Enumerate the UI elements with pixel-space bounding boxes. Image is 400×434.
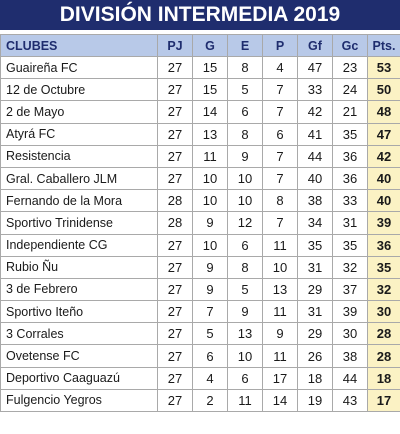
drawn-cell: 5 [228, 278, 263, 300]
table-row [1, 57, 400, 79]
goals-for-cell: 31 [298, 256, 333, 278]
club-name: Atyrá FC [1, 123, 158, 145]
played-cell: 28 [158, 212, 193, 234]
drawn-cell: 8 [228, 256, 263, 278]
played-cell: 27 [158, 323, 193, 345]
won-cell: 5 [193, 323, 228, 345]
points-cell: 35 [368, 256, 400, 278]
played-cell: 27 [158, 57, 193, 79]
table-row [1, 389, 400, 411]
lost-cell: 13 [263, 278, 298, 300]
table-row [1, 323, 400, 345]
table-row [1, 145, 400, 167]
lost-cell: 14 [263, 389, 298, 411]
goals-for-cell: 41 [298, 123, 333, 145]
table-row [1, 301, 400, 323]
header-lost: P [263, 35, 298, 57]
goals-against-cell: 30 [333, 323, 368, 345]
lost-cell: 7 [263, 79, 298, 101]
goals-for-cell: 34 [298, 212, 333, 234]
played-cell: 27 [158, 256, 193, 278]
drawn-cell: 5 [228, 79, 263, 101]
club-name: Fulgencio Yegros [1, 389, 158, 411]
played-cell: 27 [158, 301, 193, 323]
goals-against-cell: 31 [333, 212, 368, 234]
won-cell: 11 [193, 145, 228, 167]
points-cell: 48 [368, 101, 400, 123]
table-row [1, 234, 400, 256]
goals-against-cell: 23 [333, 57, 368, 79]
goals-for-cell: 19 [298, 389, 333, 411]
goals-against-cell: 37 [333, 278, 368, 300]
goals-for-cell: 47 [298, 57, 333, 79]
goals-for-cell: 33 [298, 79, 333, 101]
lost-cell: 6 [263, 123, 298, 145]
header-goals-for: Gf [298, 35, 333, 57]
won-cell: 14 [193, 101, 228, 123]
points-cell: 53 [368, 57, 400, 79]
won-cell: 10 [193, 167, 228, 189]
club-name: Guaireña FC [1, 57, 158, 79]
played-cell: 27 [158, 367, 193, 389]
played-cell: 27 [158, 101, 193, 123]
table-row [1, 167, 400, 189]
points-cell: 40 [368, 190, 400, 212]
club-name: 3 Corrales [1, 323, 158, 345]
table-row [1, 345, 400, 367]
drawn-cell: 8 [228, 123, 263, 145]
lost-cell: 7 [263, 145, 298, 167]
points-cell: 28 [368, 345, 400, 367]
goals-for-cell: 26 [298, 345, 333, 367]
goals-against-cell: 21 [333, 101, 368, 123]
played-cell: 27 [158, 278, 193, 300]
table-row [1, 79, 400, 101]
lost-cell: 7 [263, 212, 298, 234]
goals-against-cell: 35 [333, 234, 368, 256]
header-club: CLUBES [1, 35, 158, 57]
lost-cell: 10 [263, 256, 298, 278]
won-cell: 15 [193, 79, 228, 101]
won-cell: 10 [193, 234, 228, 256]
points-cell: 18 [368, 367, 400, 389]
won-cell: 10 [193, 190, 228, 212]
played-cell: 27 [158, 123, 193, 145]
lost-cell: 7 [263, 167, 298, 189]
club-name: 12 de Octubre [1, 79, 158, 101]
club-name: Resistencia [1, 145, 158, 167]
goals-against-cell: 32 [333, 256, 368, 278]
won-cell: 9 [193, 278, 228, 300]
goals-for-cell: 29 [298, 278, 333, 300]
won-cell: 15 [193, 57, 228, 79]
header-played: PJ [158, 35, 193, 57]
played-cell: 28 [158, 190, 193, 212]
goals-for-cell: 44 [298, 145, 333, 167]
standings-body [1, 57, 400, 412]
points-cell: 42 [368, 145, 400, 167]
lost-cell: 11 [263, 234, 298, 256]
drawn-cell: 10 [228, 190, 263, 212]
played-cell: 27 [158, 234, 193, 256]
points-cell: 39 [368, 212, 400, 234]
standings-table [0, 34, 400, 412]
lost-cell: 11 [263, 345, 298, 367]
table-row [1, 367, 400, 389]
won-cell: 6 [193, 345, 228, 367]
goals-for-cell: 40 [298, 167, 333, 189]
table-row [1, 256, 400, 278]
lost-cell: 11 [263, 301, 298, 323]
club-name: 2 de Mayo [1, 101, 158, 123]
goals-for-cell: 29 [298, 323, 333, 345]
drawn-cell: 6 [228, 101, 263, 123]
club-name: Rubio Ñu [1, 256, 158, 278]
played-cell: 27 [158, 389, 193, 411]
goals-against-cell: 44 [333, 367, 368, 389]
lost-cell: 17 [263, 367, 298, 389]
played-cell: 27 [158, 79, 193, 101]
table-row [1, 278, 400, 300]
drawn-cell: 13 [228, 323, 263, 345]
goals-against-cell: 35 [333, 123, 368, 145]
lost-cell: 7 [263, 101, 298, 123]
table-row [1, 123, 400, 145]
club-name: 3 de Febrero [1, 278, 158, 300]
club-name: Ovetense FC [1, 345, 158, 367]
won-cell: 13 [193, 123, 228, 145]
points-cell: 28 [368, 323, 400, 345]
goals-for-cell: 42 [298, 101, 333, 123]
goals-for-cell: 31 [298, 301, 333, 323]
club-name: Gral. Caballero JLM [1, 167, 158, 189]
table-row [1, 212, 400, 234]
header-drawn: E [228, 35, 263, 57]
goals-against-cell: 33 [333, 190, 368, 212]
drawn-cell: 6 [228, 234, 263, 256]
drawn-cell: 10 [228, 345, 263, 367]
drawn-cell: 8 [228, 57, 263, 79]
club-name: Sportivo Trinidense [1, 212, 158, 234]
drawn-cell: 10 [228, 167, 263, 189]
club-name: Deportivo Caaguazú [1, 367, 158, 389]
header-goals-against: Gc [333, 35, 368, 57]
points-cell: 50 [368, 79, 400, 101]
lost-cell: 9 [263, 323, 298, 345]
goals-against-cell: 39 [333, 301, 368, 323]
drawn-cell: 9 [228, 301, 263, 323]
goals-for-cell: 18 [298, 367, 333, 389]
lost-cell: 8 [263, 190, 298, 212]
drawn-cell: 6 [228, 367, 263, 389]
goals-against-cell: 43 [333, 389, 368, 411]
table-row [1, 101, 400, 123]
header-points: Pts. [368, 35, 400, 57]
points-cell: 32 [368, 278, 400, 300]
won-cell: 4 [193, 367, 228, 389]
points-cell: 30 [368, 301, 400, 323]
drawn-cell: 9 [228, 145, 263, 167]
lost-cell: 4 [263, 57, 298, 79]
goals-against-cell: 24 [333, 79, 368, 101]
club-name: Sportivo Iteño [1, 301, 158, 323]
header-row [1, 35, 400, 57]
points-cell: 17 [368, 389, 400, 411]
table-title: DIVISIÓN INTERMEDIA 2019 [0, 0, 400, 30]
header-won: G [193, 35, 228, 57]
goals-for-cell: 35 [298, 234, 333, 256]
won-cell: 9 [193, 256, 228, 278]
played-cell: 27 [158, 167, 193, 189]
drawn-cell: 11 [228, 389, 263, 411]
goals-against-cell: 38 [333, 345, 368, 367]
club-name: Independiente CG [1, 234, 158, 256]
goals-for-cell: 38 [298, 190, 333, 212]
won-cell: 9 [193, 212, 228, 234]
points-cell: 36 [368, 234, 400, 256]
won-cell: 7 [193, 301, 228, 323]
played-cell: 27 [158, 145, 193, 167]
played-cell: 27 [158, 345, 193, 367]
points-cell: 40 [368, 167, 400, 189]
club-name: Fernando de la Mora [1, 190, 158, 212]
won-cell: 2 [193, 389, 228, 411]
goals-against-cell: 36 [333, 145, 368, 167]
points-cell: 47 [368, 123, 400, 145]
drawn-cell: 12 [228, 212, 263, 234]
goals-against-cell: 36 [333, 167, 368, 189]
table-row [1, 190, 400, 212]
